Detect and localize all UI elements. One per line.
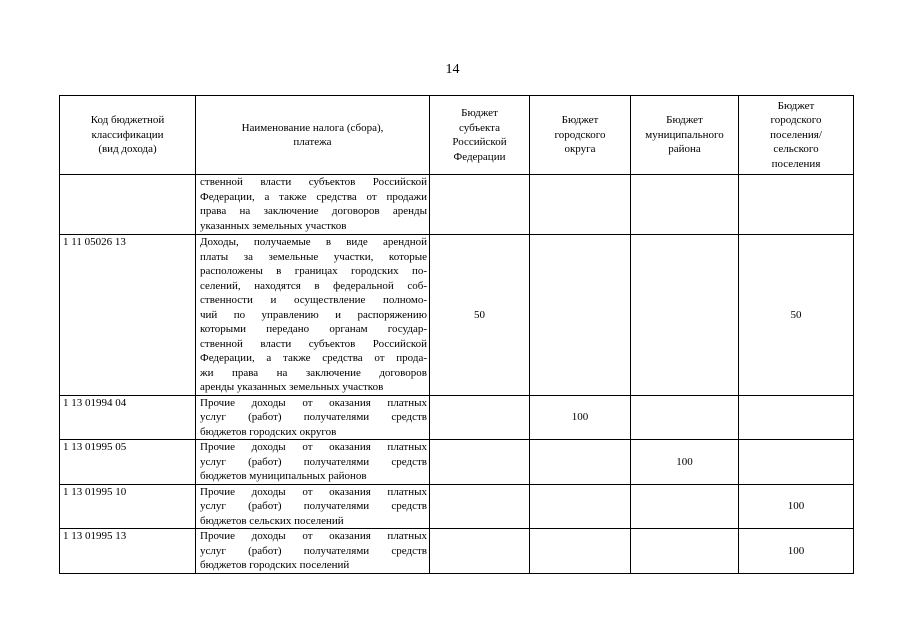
revenue-name-line: ственности и осуществление полномо- [200,294,427,306]
municipal-district-budget-value [631,235,739,396]
header-city-district-budget [530,96,631,175]
revenue-name-line: услуг (работ) получателями средств [200,455,427,468]
header-line: района [668,143,701,156]
budget-table [59,95,854,574]
table-row [60,395,854,440]
revenue-name-line: платы за земельные участки, которые [200,250,427,263]
classification-code: 1 13 01995 13 [60,529,196,574]
revenue-name-line: указанных земельных участков [200,219,347,232]
revenue-name-line: Федерации, а также средства от прода- [200,352,427,364]
revenue-name-line: которыми передано органам государ- [200,323,427,335]
revenue-name-line: Доходы, получаемые в виде арендной [200,236,427,248]
subject-budget-value [430,395,530,440]
table-row [60,484,854,529]
revenue-name-line: расположены в границах городских по- [200,265,427,277]
header-line: поселения [771,157,821,170]
municipal-district-budget-value [631,529,739,574]
table-row [60,235,854,396]
header-line: муниципального [645,128,724,141]
revenue-name [196,529,430,574]
revenue-name-line: Федерации, а также средства от продажи [200,190,427,203]
revenue-name [196,175,430,235]
city-district-budget-value [530,484,631,529]
municipal-district-budget-value [631,484,739,529]
city-district-budget-value [530,529,631,574]
header-line: классификации [91,128,164,141]
header-line: платежа [293,136,332,148]
header-line: субъекта [458,121,500,134]
city-district-budget-value [530,440,631,485]
table-row [60,175,854,235]
settlement-budget-value: 100 [739,529,854,574]
revenue-name-line: селений, находятся в федеральной соб- [200,279,427,292]
revenue-name-line: Прочие доходы от оказания платных [200,485,427,498]
header-line: Бюджет [666,114,703,127]
revenue-name-line: ственной власти субъектов Российской [200,337,427,350]
revenue-name-line: Прочие доходы от оказания платных [200,530,427,542]
revenue-name-line: услуг (работ) получателями средств [200,544,427,557]
header-row [60,96,854,175]
header-subject-budget [430,96,530,175]
revenue-name-line: ственной власти субъектов Российской [200,176,427,188]
revenue-name-line: услуг (работ) получателями средств [200,500,427,512]
revenue-name-line: бюджетов городских поселений [200,559,350,571]
revenue-name-line: Прочие доходы от оказания платных [200,396,427,409]
header-name [196,96,430,175]
classification-code: 1 11 05026 13 [60,235,196,396]
settlement-budget-value [739,440,854,485]
revenue-name [196,484,430,529]
settlement-budget-value [739,395,854,440]
subject-budget-value [430,484,530,529]
header-municipal-district-budget [631,96,739,175]
header-line: Бюджет [777,99,815,112]
header-line: Код бюджетной [90,114,165,127]
settlement-budget-value: 100 [739,484,854,529]
classification-code: 1 13 01995 10 [60,484,196,529]
revenue-name-line: жи права на заключение договоров [200,366,427,379]
header-line: Федерации [453,150,506,163]
table-body [60,175,854,574]
settlement-budget-value [739,175,854,235]
municipal-district-budget-value [631,175,739,235]
header-line: городского [770,114,822,127]
header-line: Российской [452,136,507,148]
revenue-name [196,235,430,396]
municipal-district-budget-value: 100 [631,440,739,485]
header-settlement-budget [739,96,854,175]
header-line: Бюджет [461,107,498,119]
header-line: Наименование налога (сбора), [241,121,384,134]
header-line: сельского [773,143,819,156]
table-row [60,529,854,574]
classification-code: 1 13 01994 04 [60,395,196,440]
header-line: Бюджет [561,114,599,127]
revenue-name-line: чий по управлению и распоряжению [200,308,427,321]
header-line: городского [554,128,606,141]
revenue-name-line: бюджетов городских округов [200,425,337,438]
revenue-name [196,440,430,485]
revenue-name-line: аренды указанных земельных участков [200,381,384,393]
subject-budget-value [430,175,530,235]
header-line: округа [564,143,596,156]
city-district-budget-value: 100 [530,395,631,440]
page-number: 14 [445,62,460,77]
revenue-name-line: услуг (работ) получателями средств [200,411,427,423]
revenue-name [196,395,430,440]
classification-code [60,175,196,235]
revenue-name-line: Прочие доходы от оказания платных [200,441,427,453]
revenue-name-line: бюджетов муниципальных районов [200,470,367,482]
table-row [60,440,854,485]
city-district-budget-value [530,175,631,235]
municipal-district-budget-value [631,395,739,440]
subject-budget-value [430,529,530,574]
subject-budget-value: 50 [430,235,530,396]
header-line: поселения/ [770,128,822,141]
city-district-budget-value [530,235,631,396]
settlement-budget-value: 50 [739,235,854,396]
header-line: (вид дохода) [98,143,157,156]
subject-budget-value [430,440,530,485]
classification-code: 1 13 01995 05 [60,440,196,485]
revenue-name-line: права на заключение договоров аренды [200,205,427,217]
header-code [60,96,196,175]
revenue-name-line: бюджетов сельских поселений [200,514,344,527]
